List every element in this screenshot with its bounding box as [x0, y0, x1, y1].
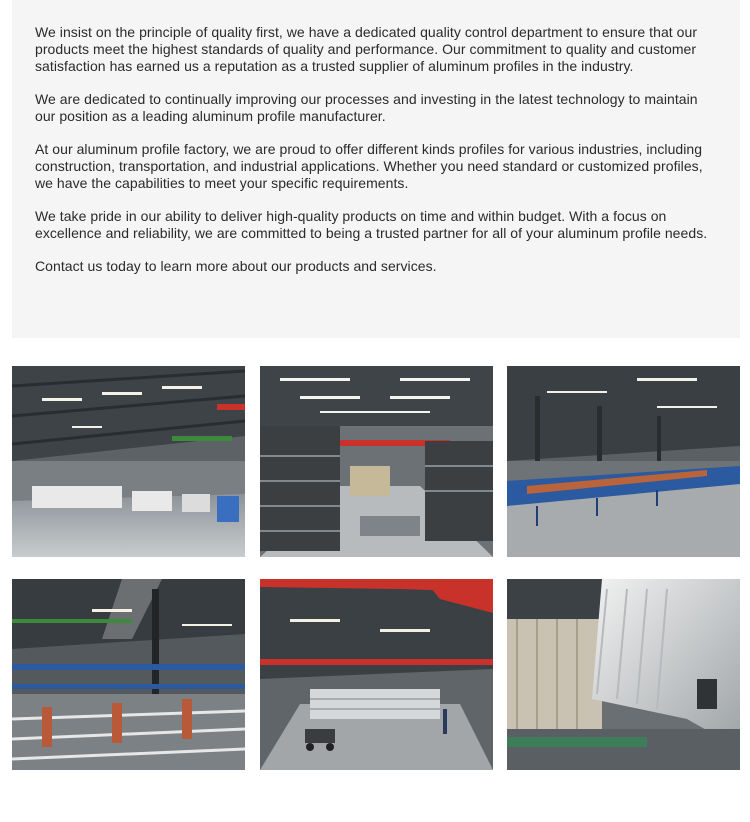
intro-text-panel	[12, 0, 740, 338]
photo-roller-conveyor-line	[12, 579, 245, 770]
photo-workshop-red-crane	[260, 579, 493, 770]
intro-paragraph-3: At our aluminum profile factory, we are proud to offer different kinds profiles for various industries, including construction, transportation, and industrial applications. Whether you need standard or customized profiles, we have the capabilities to meet your specific requirements.	[35, 141, 703, 191]
intro-paragraph-4: We take pride in our ability to deliver high-quality products on time and within budget. With a focus on excellence and reliability, we are committed to being a trusted partner for all of your aluminum profile needs.	[35, 208, 708, 241]
photo-factory-floor-machinery	[12, 366, 245, 557]
photo-aluminum-profile-stacks	[507, 579, 740, 770]
photo-extrusion-line-blue-conveyor	[507, 366, 740, 557]
photo-warehouse-profile-racks	[260, 366, 493, 557]
intro-paragraph-1: We insist on the principle of quality first, we have a dedicated quality control department to ensure that our products meet the highest standards of quality and performance. Our commitment to quality and customer satisfaction has earned us a reputation as a trusted supplier of aluminum profiles in the industry.	[35, 24, 698, 74]
intro-paragraph-2: We are dedicated to continually improving our processes and investing in the latest technology to maintain our position as a leading aluminum profile manufacturer.	[35, 91, 698, 124]
intro-paragraph-5: Contact us today to learn more about our products and services.	[35, 258, 437, 274]
